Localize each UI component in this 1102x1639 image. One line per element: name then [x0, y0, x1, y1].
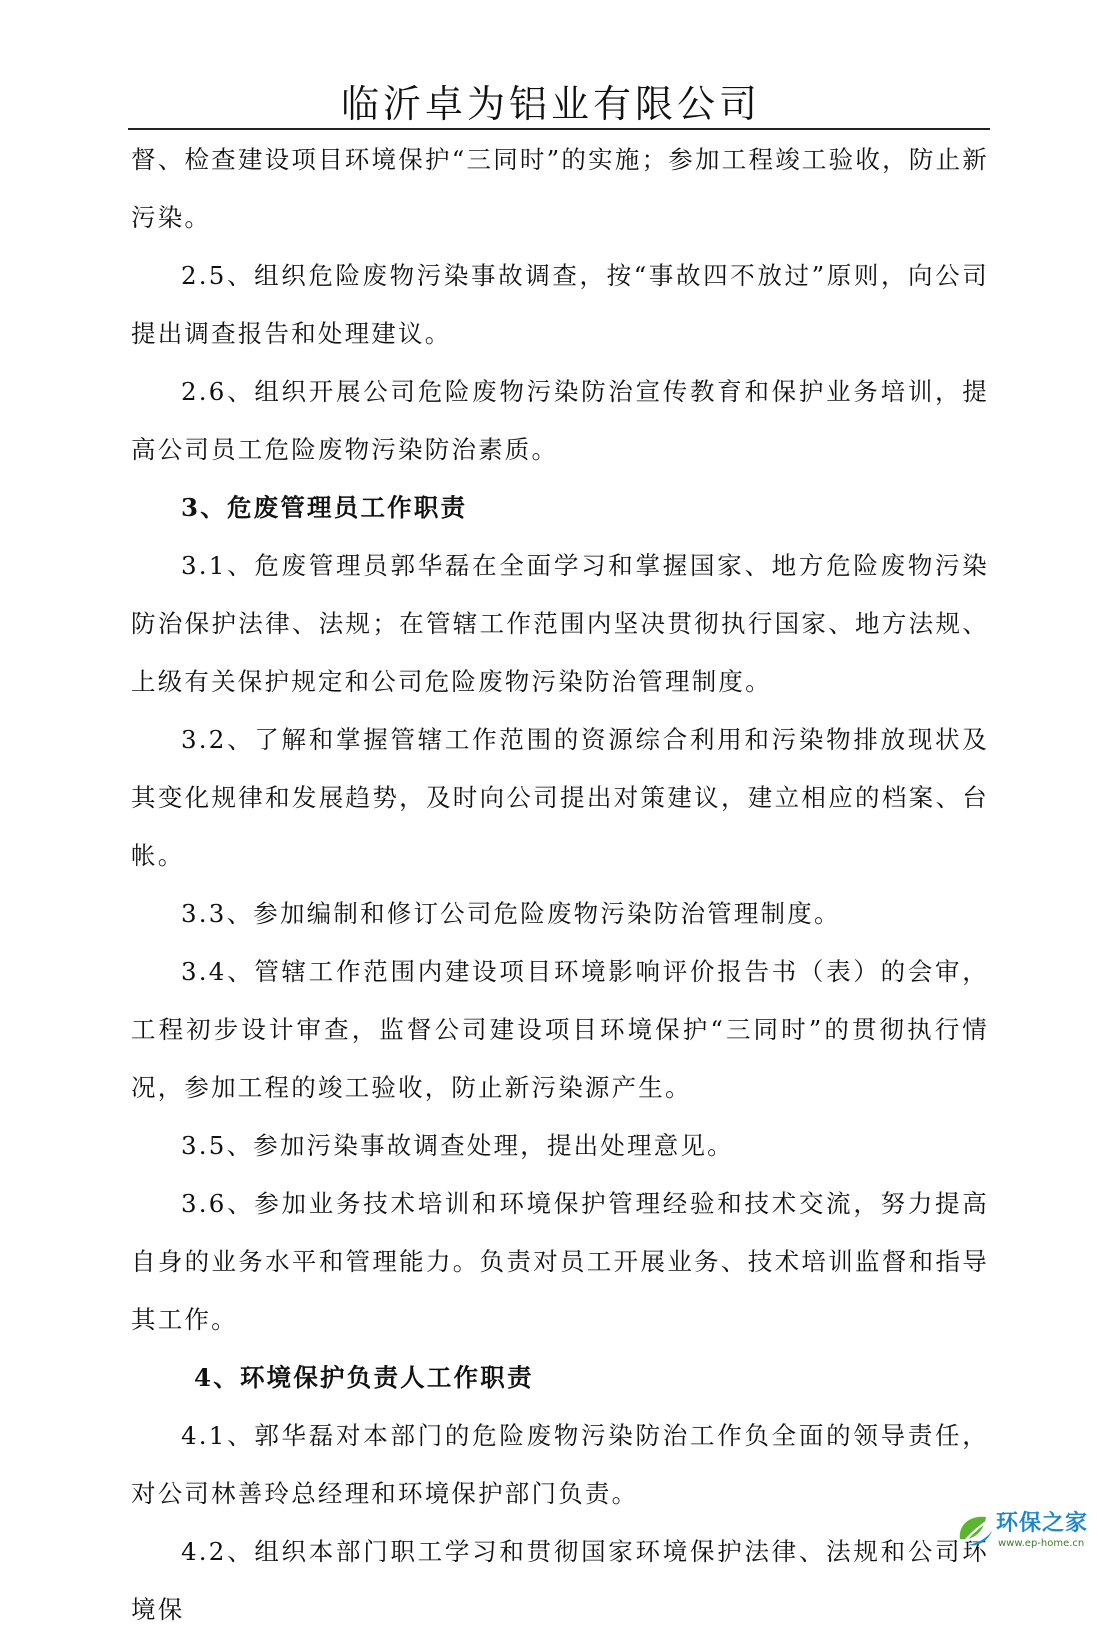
watermark-url: www.ep-home.cn	[998, 1538, 1085, 1549]
paragraph-3-2: 3.2、了解和掌握管辖工作范围的资源综合利用和污染物排放现状及其变化规律和发展趋势，及时向公司提出对策建议，建立相应的档案、台帐。	[131, 725, 989, 870]
leaf-logo-icon	[954, 1509, 996, 1551]
paragraph-3-1: 3.1、危废管理员郭华磊在全面学习和掌握国家、地方危险废物污染防治保护法律、法规；在管辖工作范围内坚决贯彻执行国家、地方法规、上级有关保护规定和公司危险废物污染防治管理制度。	[131, 551, 989, 696]
paragraph-3-5: 3.5、参加污染事故调查处理，提出处理意见。	[181, 1131, 734, 1160]
watermark-name: 环保之家	[996, 1511, 1089, 1536]
paragraph-3-4: 3.4、管辖工作范围内建设项目环境影响评价报告书（表）的会审，工程初步设计审查，监督公司建设项目环境保护“三同时”的贯彻执行情况，参加工程的竣工验收，防止新污染源产生。	[131, 957, 989, 1102]
paragraph-4-1: 4.1、郭华磊对本部门的危险废物污染防治工作负全面的领导责任，对公司林善玲总经理和环境保护部门负责。	[131, 1421, 989, 1508]
header-divider	[128, 128, 990, 130]
paragraph-2-6: 2.6、组织开展公司危险废物污染防治宣传教育和保护业务培训，提高公司员工危险废物污染防治素质。	[131, 377, 989, 464]
paragraph-2-4-continued: 督、检查建设项目环境保护“三同时”的实施；参加工程竣工验收，防止新污染。	[131, 145, 989, 232]
document-header-title: 临沂卓为铝业有限公司	[340, 82, 761, 126]
watermark	[954, 1509, 1092, 1553]
paragraph-3-6: 3.6、参加业务技术培训和环境保护管理经验和技术交流，努力提高自身的业务水平和管理能力。负责对员工开展业务、技术培训监督和指导其工作。	[131, 1189, 989, 1334]
paragraph-2-5: 2.5、组织危险废物污染事故调查，按“事故四不放过”原则，向公司提出调查报告和处理建议。	[131, 261, 989, 348]
document-body	[131, 131, 989, 1639]
section-heading-3: 3、危废管理员工作职责	[181, 493, 468, 522]
paragraph-4-2: 4.2、组织本部门职工学习和贯彻国家环境保护法律、法规和公司环境保	[131, 1537, 989, 1624]
section-heading-4: 4、环境保护负责人工作职责	[194, 1363, 534, 1392]
paragraph-3-3: 3.3、参加编制和修订公司危险废物污染防治管理制度。	[181, 899, 841, 928]
